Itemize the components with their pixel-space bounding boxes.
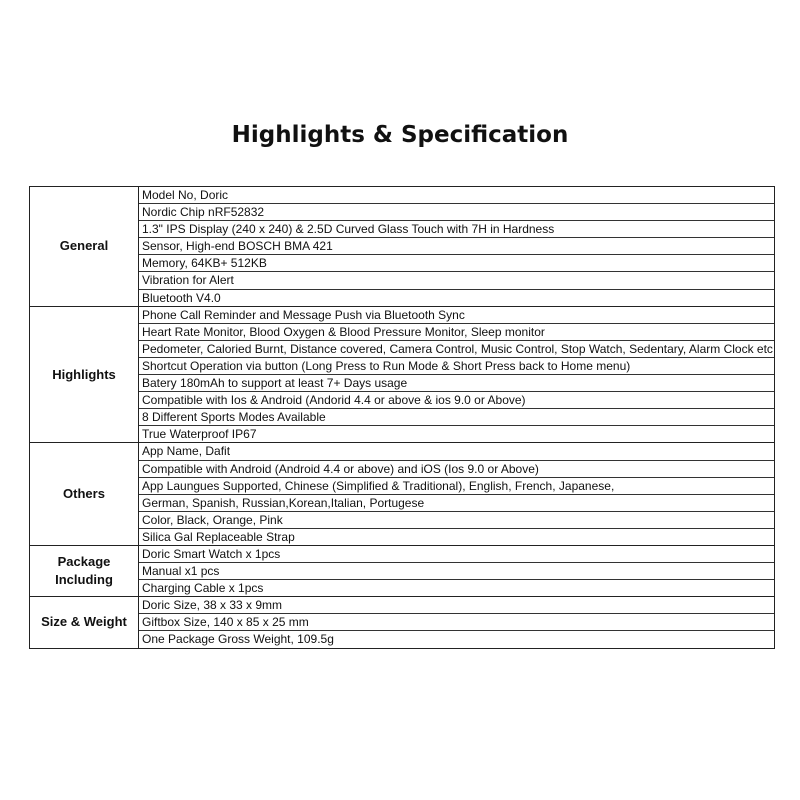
spec-line: Bluetooth V4.0 xyxy=(142,290,221,305)
spec-line: German, Spanish, Russian,Korean,Italian, Portugese xyxy=(139,495,774,512)
spec-line: Silica Gal Replaceable Strap xyxy=(142,529,295,544)
spec-line: Compatible with Android (Android 4.4 or above) and iOS (Ios 9.0 or Above) xyxy=(139,461,774,478)
spec-line: Doric Size, 38 x 33 x 9mm xyxy=(139,597,774,614)
section-label: General xyxy=(30,187,139,307)
spec-line: Nordic Chip nRF52832 xyxy=(139,204,774,221)
spec-line: Vibration for Alert xyxy=(139,272,774,289)
spec-line: 1.3" IPS Display (240 x 240) & 2.5D Curved Glass Touch with 7H in Hardness xyxy=(139,221,774,238)
spec-line: Manual x1 pcs xyxy=(139,563,774,580)
spec-line: True Waterproof IP67 xyxy=(142,427,257,442)
spec-line: Charging Cable x 1pcs xyxy=(142,581,264,596)
spec-line: Memory, 64KB+ 512KB xyxy=(139,255,774,272)
section-items xyxy=(139,443,775,546)
spec-line: Phone Call Reminder and Message Push via Bluetooth Sync xyxy=(139,307,774,324)
section-label: Package Including xyxy=(30,545,139,596)
section-label: Others xyxy=(30,443,139,546)
spec-line: App Name, Dafit xyxy=(139,443,774,460)
spec-line: App Laungues Supported, Chinese (Simplified & Traditional), English, French, Japanese, xyxy=(139,478,774,495)
spec-line: Doric Smart Watch x 1pcs xyxy=(139,546,774,563)
section-items xyxy=(139,306,775,443)
spec-line: Compatible with Ios & Android (Andorid 4.4 or above & ios 9.0 or Above) xyxy=(139,392,774,409)
spec-line: Pedometer, Caloried Burnt, Distance covered, Camera Control, Music Control, Stop Watch, Sedentary, Alarm Clock etc xyxy=(139,341,774,358)
section-row-package-including xyxy=(30,545,775,596)
page-title: Highlights & Specification xyxy=(231,122,569,148)
spec-line: Sensor, High-end BOSCH BMA 421 xyxy=(139,238,774,255)
spec-line: Color, Black, Orange, Pink xyxy=(139,512,774,529)
spec-line: One Package Gross Weight, 109.5g xyxy=(142,632,334,647)
section-label: Size & Weight xyxy=(30,597,139,648)
section-row-general xyxy=(30,187,775,307)
spec-line: Model No, Doric xyxy=(139,187,774,204)
section-row-size-and-weight xyxy=(30,597,775,648)
spec-line: Heart Rate Monitor, Blood Oxygen & Blood Pressure Monitor, Sleep monitor xyxy=(139,324,774,341)
section-row-others xyxy=(30,443,775,546)
spec-line: Shortcut Operation via button (Long Press to Run Mode & Short Press back to Home menu) xyxy=(139,358,774,375)
spec-table xyxy=(29,186,775,649)
section-items xyxy=(139,545,775,596)
section-items xyxy=(139,187,775,307)
section-items xyxy=(139,597,775,648)
section-label: Highlights xyxy=(30,306,139,443)
spec-line: 8 Different Sports Modes Available xyxy=(139,409,774,426)
section-row-highlights xyxy=(30,306,775,443)
spec-line: Giftbox Size, 140 x 85 x 25 mm xyxy=(139,614,774,631)
spec-line: Batery 180mAh to support at least 7+ Days usage xyxy=(139,375,774,392)
